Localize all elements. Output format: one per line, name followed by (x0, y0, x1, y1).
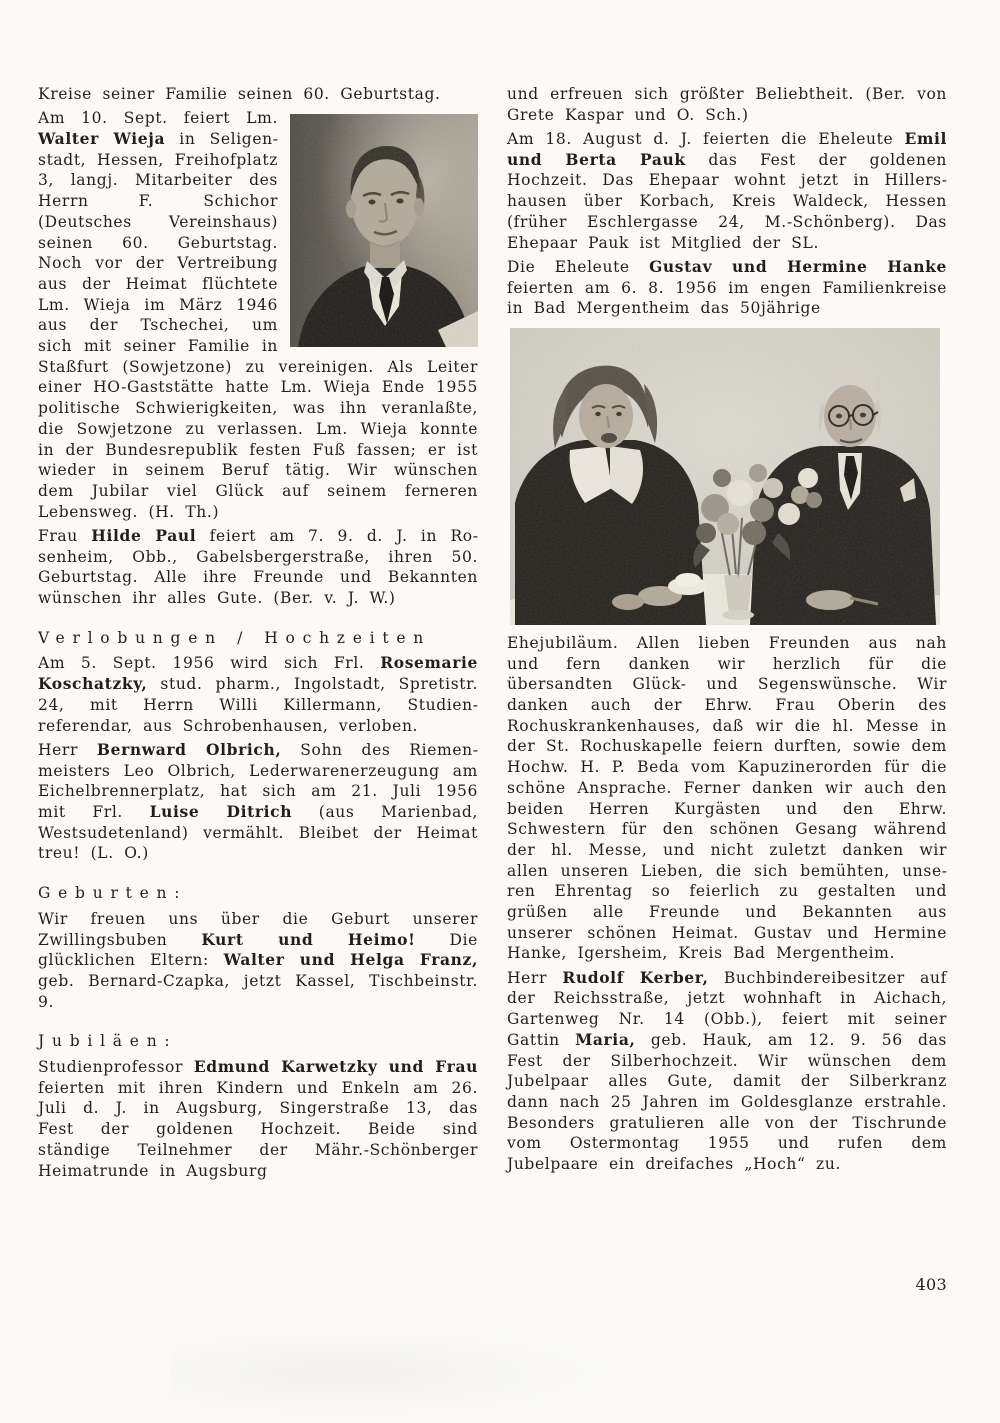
couple-photo-illustration (510, 328, 940, 625)
paragraph: Kreise seiner Familie seinen 60. Geburtstag. (38, 85, 441, 103)
bold-name: Luise Ditrich (149, 801, 293, 821)
paragraph: Ehejubiläum. Allen lieben Freunden aus nah und fern danken wir herzlich für die übersandten Glück- und Segenswünsche. Wir danken auch der Ehrw. Frau Oberin des Rochuskrankenhauses, daß wir die hl. Messe in der St. Rochuskapelle feiern durften, sowie dem Hochw. H. P. Beda vom Kapuzinerorden für die schöne Ansprache. Ferner danken wir auch den beiden Herren Kurgästen und den Ehrw. Schwestern für den schönen Gesang während der hl. Messe, und nicht zuletzt danken wir allen unseren Lieben, die sich bemühten, unseren Ehrentag so feierlich zu gestalten und grüßen alle Freunde und Bekannten aus unserer schönen Heimat. Gustav und Hermine Hanke, Igersheim, Kreis Bad Mergentheim. (507, 633, 947, 963)
bold-name: Edmund Karwetzky und Frau (193, 1057, 478, 1077)
paragraph: und erfreuen sich größter Beliebtheit. (Ber. von Grete Kaspar und O. Sch.) (507, 85, 947, 124)
bold-name: Maria, (575, 1029, 636, 1049)
section-heading: Geburten: (38, 884, 188, 903)
paragraph: Am 5. Sept. 1956 wird sich Frl. Rosemarie Koschatzky, stud. pharm., Ingolstadt, Spretistr. 24, mit Herrn Willi Killermann, Studienreferendar, aus Schrobenhausen, verloben. (38, 653, 478, 735)
bold-name: Walter und Helga Franz, (223, 950, 478, 970)
paragraph: Die Eheleute Gustav und Hermine Hanke feierten am 6. 8. 1956 im engen Familienkreise in Bad Mergentheim das 50jährige (507, 256, 947, 318)
section-heading: Jubiläen: (38, 1032, 178, 1051)
hanke-couple-photo (510, 328, 940, 625)
paragraph: Studienprofessor Edmund Karwetzky und Frau feierten mit ihren Kindern und Enkeln am 26. Juli d. J. in Augsburg, Singerstraße 13, das Fest der goldenen Hochzeit. Beide sind ständige Teilnehmer der Mähr.-Schönberger Heimatrunde in Augsburg (38, 1057, 478, 1180)
scan-smudge (170, 1335, 610, 1420)
paragraph: Am 18. August d. J. feierten die Eheleute Emil und Berta Pauk das Fest der goldenen Hochzeit. Das Ehepaar wohnt jetzt in Hillershausen über Korbach, Kreis Waldeck, Hessen (früher Eschlergasse 24, M.-Schönberg). Das Ehepaar Pauk ist Mitglied der SL. (507, 129, 947, 252)
paragraph: Frau Hilde Paul feiert am 7. 9. d. J. in Rosenheim, Obb., Gabelsbergerstraße, ihren 50. Geburtstag. Alle ihre Freunde und Bekannten wünschen ihr alles Gute. (Ber. v. J. W.) (38, 525, 478, 608)
page-number: 403 (915, 1275, 947, 1294)
bold-name: Hilde Paul (91, 525, 197, 545)
right-text-column (507, 84, 947, 1178)
paragraph: Herr Rudolf Kerber, Buchbindereibesitzer auf der Reichsstraße, jetzt wohnhaft in Aichach, Gartenweg Nr. 14 (Obb.), feiert mit seiner Gattin Maria, geb. Hauk, am 12. 9. 56 das Fest der Silberhochzeit. Wir wünschen dem Jubelpaar alles Gute, damit der Silberkranz dann nach 25 Jahren im Goldesglanze erstrahle. Besonders gratulieren alle von der Tischrunde vom Ostermontag 1955 und rufen dem Jubelpaare ein dreifaches „Hoch“ zu. (507, 967, 948, 1174)
section-heading: Verlobungen / Hochzeiten (38, 628, 431, 647)
left-text-column (38, 84, 478, 1185)
bold-name: Gustav und Hermine Hanke (649, 256, 947, 276)
paragraph: Herr Bernward Olbrich, Sohn des Riemenmeisters Leo Olbrich, Lederwarenerzeugung am Eichelbrennerplatz, hat sich am 21. Juli 1956 mit Frl. Luise Ditrich (aus Marienbad, Westsudetenland) vermählt. Bleibet der Heimat treu! (L. O.) (38, 739, 478, 863)
portrait-photo-illustration (290, 114, 478, 347)
bold-name: Walter Wieja (38, 129, 166, 148)
bold-name: Kurt und Heimo! (201, 929, 416, 949)
bold-name: Emil und Berta Pauk (507, 129, 947, 169)
bold-name: Rosemarie Koschatzky, (38, 653, 478, 694)
bold-name: Bernward Olbrich, (96, 739, 282, 759)
bold-name: Rudolf Kerber, (562, 967, 709, 987)
paragraph: Am 10. Sept. feiert Lm. Walter Wieja in Seligenstadt, Hessen, Freihofplatz 3, langj. Mitarbeiter des Herrn F. Schichor (Deutsches Vereinshaus) seinen 60. Geburtstag. Noch vor der Vertreibung aus der Heimat flüchtete Lm. Wieja im März 1946 aus der Tschechei, um sich mit seiner Familie in Staßfurt (Sowjetzone) zu vereinigen. Als Leiter einer HO-Gaststätte hatte Lm. Wieja Ende 1955 politische Schwierigkeiten, was ihn veranlaßte, die Sowjetzone zu verlassen. Lm. Wieja konnte in der Bundesrepublik festen Fuß fassen; er ist wieder in seinem Beruf tätig. Wir wünschen dem Jubilar viel Glück auf seinem ferneren Lebensweg. (H. Th.) (38, 109, 478, 521)
paragraph: Wir freuen uns über die Geburt unserer Zwillingsbuben Kurt und Heimo! Die glücklichen Eltern: Walter und Helga Franz, geb. Bernard-Czapka, jetzt Kassel, Tischbeinstr. 9. (38, 909, 478, 1011)
walter-wieja-portrait-photo (290, 114, 478, 347)
